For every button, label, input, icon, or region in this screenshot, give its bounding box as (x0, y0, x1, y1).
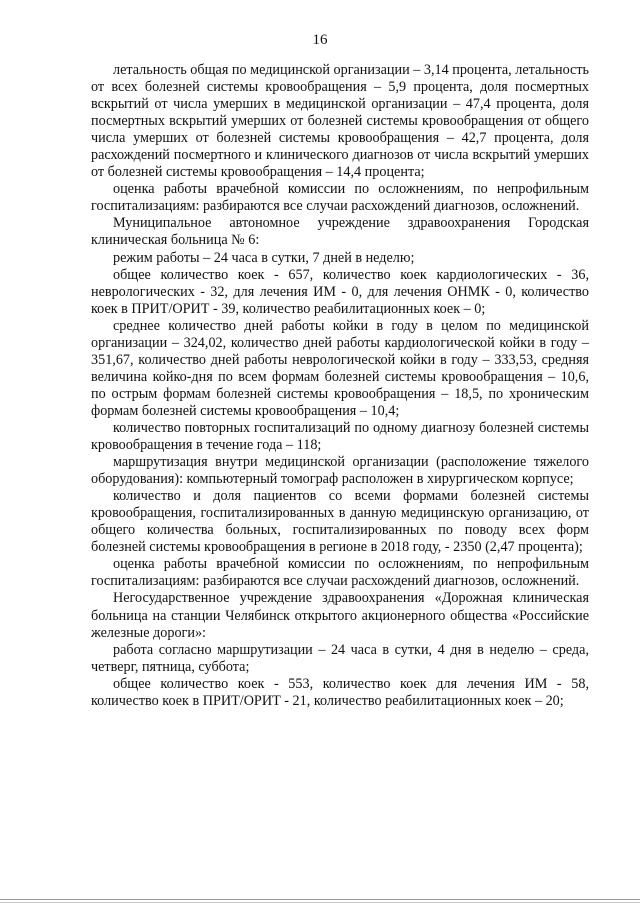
paragraph-bed-days: среднее количество дней работы койки в году в целом по медицинской организации – 324,02, количество дней работы кардиологической койки в году – 351,67, количество дней работы неврологической койки в году – 333,53, средняя величина койко-дня по всем формам болезней системы кровообращения – 10,6, по острым формам болезней системы кровообращения – 18,5, по хроническим формам болезней системы кровообращения – 10,4; (91, 317, 589, 419)
paragraph-medical-commission-2: оценка работы врачебной комиссии по осложнениям, по непрофильным госпитализациям: разбираются все случаи расхождений диагнозов, осложнений. (91, 556, 589, 590)
scan-edge-line-secondary (0, 902, 640, 903)
paragraph-railway-work-schedule: работа согласно маршрутизации – 24 часа в сутки, 4 дня в неделю – среда, четверг, пятница, суббота; (91, 641, 589, 675)
paragraph-work-mode: режим работы – 24 часа в сутки, 7 дней в неделю; (113, 249, 415, 266)
page-number: 16 (312, 32, 328, 48)
paragraph-routing: маршрутизация внутри медицинской организации (расположение тяжелого оборудования): компьютерный томограф расположен в хирургическом корпусе; (91, 454, 589, 488)
paragraph-repeat-hospitalizations: количество повторных госпитализаций по одному диагнозу болезней системы кровообращения в течение года – 118; (91, 419, 589, 454)
paragraph-railway-bed-count: общее количество коек - 553, количество коек для лечения ИМ - 58, количество коек в ПРИТ/ОРИТ - 21, количество реабилитационных коек – 20; (91, 675, 589, 709)
document-body (91, 62, 589, 710)
paragraph-railway-hospital-title: Негосударственное учреждение здравоохранения «Дорожная клиническая больница на станции Челябинск открытого акционерного общества «Российские железные дороги»: (91, 590, 589, 641)
paragraph-bed-count: общее количество коек - 657, количество коек кардиологических - 36, неврологических - 32, для лечения ИМ - 0, для лечения ОНМК - 0, количество коек в ПРИТ/ОРИТ - 39, количество реабилитационных коек – 0; (91, 266, 589, 317)
paragraph-patient-share: количество и доля пациентов со всеми формами болезней системы кровообращения, госпитализированных в данную медицинскую организацию, от общего количества больных, госпитализированных по поводу всех форм болезней системы кровообращения в регионе в 2018 году, - 2350 (2,47 процента); (91, 488, 589, 556)
paragraph-medical-commission-1: оценка работы врачебной комиссии по осложнениям, по непрофильным госпитализациям: разбираются все случаи расхождений диагнозов, осложнений. (91, 181, 589, 215)
scan-edge-line (0, 899, 640, 900)
paragraph-hospital-6-title: Муниципальное автономное учреждение здравоохранения Городская клиническая больница № 6: (91, 215, 589, 249)
paragraph-mortality: летальность общая по медицинской организации – 3,14 процента, летальность от всех болезней системы кровообращения – 5,9 процента, доля посмертных вскрытий от числа умерших в медицинской организации – 47,4 процента, доля посмертных вскрытий умерших от болезней системы кровообращения от общего числа умерших от болезней системы кровообращения – 42,7 процента, доля расхождений посмертного и клинического диагнозов от числа вскрытий умерших от болезней системы кровообращения – 14,4 процента; (91, 62, 589, 181)
